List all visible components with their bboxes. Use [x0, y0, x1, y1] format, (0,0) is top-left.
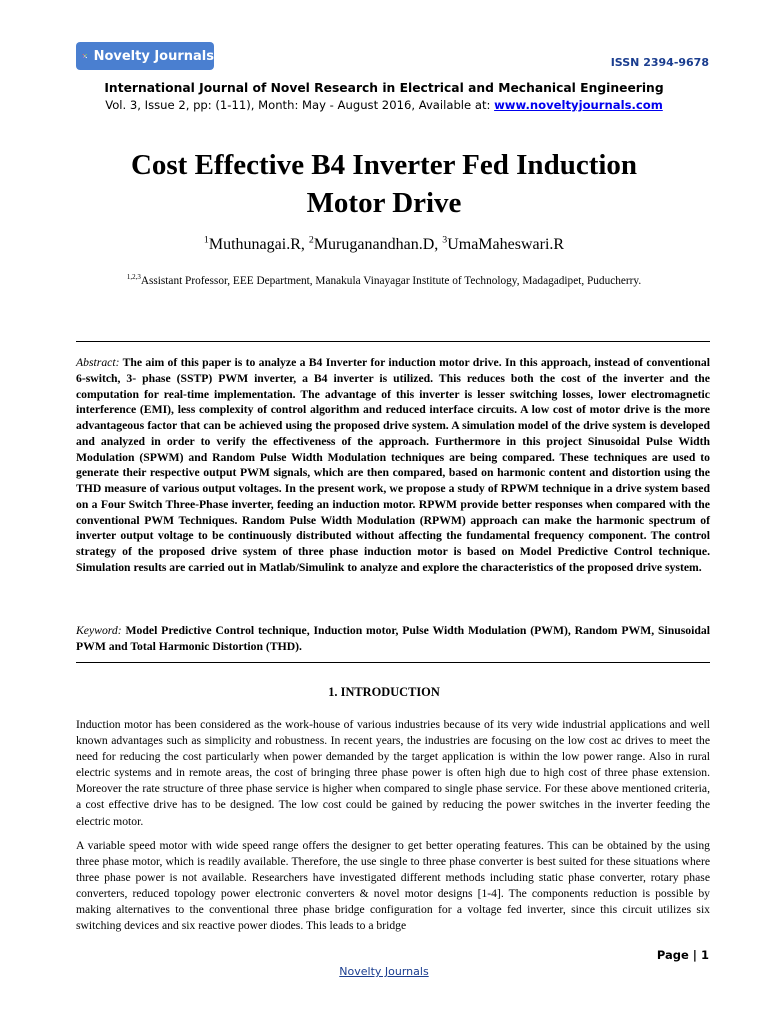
molecule-icon [82, 45, 88, 67]
abstract [76, 355, 710, 576]
footer [0, 965, 768, 978]
author-2-sup: 2 [308, 234, 314, 246]
issn-label: ISSN 2394-9678 [610, 56, 709, 69]
bottom-divider [76, 662, 710, 663]
top-divider [76, 341, 710, 342]
keyword-text: Model Predictive Control technique, Induction motor, Pulse Width Modulation (PWM), Random PWM, Sinusoidal PWM and Total Harmonic Distortion (THD). [76, 624, 710, 653]
author-1-sup: 1 [203, 234, 209, 246]
keyword-label: Keyword: [76, 624, 122, 637]
logo-text: Novelty Journals [93, 48, 214, 64]
volume-info [0, 98, 768, 112]
section-heading: 1. INTRODUCTION [328, 685, 440, 699]
page-number: Page | 1 [656, 948, 709, 962]
paragraph-1: Induction motor has been considered as the work-house of various industries because of its very wide industrial applications and well known advantages such as simplicity and robustness. In recent years, the industries are focusing on the low cost ac drives to meet the need for reducing the cost particularly when power demanded by the target application is within the low power range. Also in rural electric systems and in remote areas, the cost of bringing three phase power is often high due to high cost of three phase extension. Moreover the rate structure of three phase service is higher when compared to single phase service. For these above mentioned criteria, a cost effective drive has to be designed. The low cost could be gained by reducing the power switches in the inverter feeding the electric motor. [76, 718, 710, 828]
volume-text: Vol. 3, Issue 2, pp: (1-11), Month: May - August 2016, Available at: [105, 98, 495, 112]
affiliation [0, 275, 768, 287]
author-3: UmaMaheswari.R [447, 236, 565, 253]
author-1: Muthunagai.R, [208, 236, 309, 253]
paper-title [0, 146, 768, 222]
affiliation-text: Assistant Professor, EEE Department, Manakula Vinayagar Institute of Technology, Madagadipet, Puducherry. [140, 275, 642, 287]
journal-name: International Journal of Novel Research in Electrical and Mechanical Engineering [104, 81, 664, 95]
affiliation-sup: 1,2,3 [126, 273, 141, 282]
abstract-label: Abstract: [76, 356, 120, 369]
paragraph-2: A variable speed motor with wide speed range offers the designer to get better operating features. This can be obtained by the using three phase motor, which is readily available. Therefore, the use single to three phase converter is best suited for these situations where three phase power is not available. Researchers have investigated different methods including static phase converter, rotary phase converters, reduced topology power electronic converters & novel motor designs [1-4]. The components reduction is possible by making alternatives to the conventional three phase bridge configuration for a voltage fed inverter, since this circuit utilizes six switching devices and six reactive power diodes. This leads to a bridge [76, 839, 710, 933]
author-2: Muruganandhan.D, [313, 236, 443, 253]
footer-publisher-link[interactable]: Novelty Journals [339, 965, 429, 978]
author-list [0, 236, 768, 254]
title-line-2: Motor Drive [306, 187, 462, 219]
abstract-text: The aim of this paper is to analyze a B4 Inverter for induction motor drive. In this approach, instead of conventional 6-switch, 3- phase (SSTP) PWM inverter, a B4 inverter is utilized. This reduces both the cost of the inverter and the computation for real-time implementation. The advantage of this inverter is lesser switching losses, lower electromagnetic interference (EMI), less complexity of control algorithm and reduced interface circuits. A low cost of motor drive is the more advantageous factor that can be achieved using the proposed drive system. A simulation model of the drive system is developed and analyzed in order to verify the effectiveness of the approach. Furthermore in this project Sinusoidal Pulse Width Modulation (SPWM) and Random Pulse Width Modulation techniques are being compared. These techniques are used to generate their respective output PWM signals, which are then compared, based on harmonic content and distortion using the THD measure of various output voltages. In the present work, we propose a study of RPWM technique in a drive system based on a Four Switch Three-Phase inverter, feeding an induction motor. RPWM provide better responses when compared with the conventional PWM Techniques. Random Pulse Width Modulation (RPWM) approach can make the harmonic spectrum of inverter output voltage to be continuously distributed without affecting the fundamental frequency component. The control strategy of the proposed drive system of three phase induction motor is based on Model Predictive Control technique. Simulation results are carried out in Matlab/Simulink to analyze and explore the characteristics of the proposed drive system. [76, 356, 710, 574]
journal-website-link[interactable]: www.noveltyjournals.com [494, 98, 663, 112]
keywords [76, 623, 710, 655]
title-line-1: Cost Effective B4 Inverter Fed Induction [130, 149, 638, 181]
journal-logo [76, 42, 214, 70]
author-3-sup: 3 [442, 234, 448, 246]
